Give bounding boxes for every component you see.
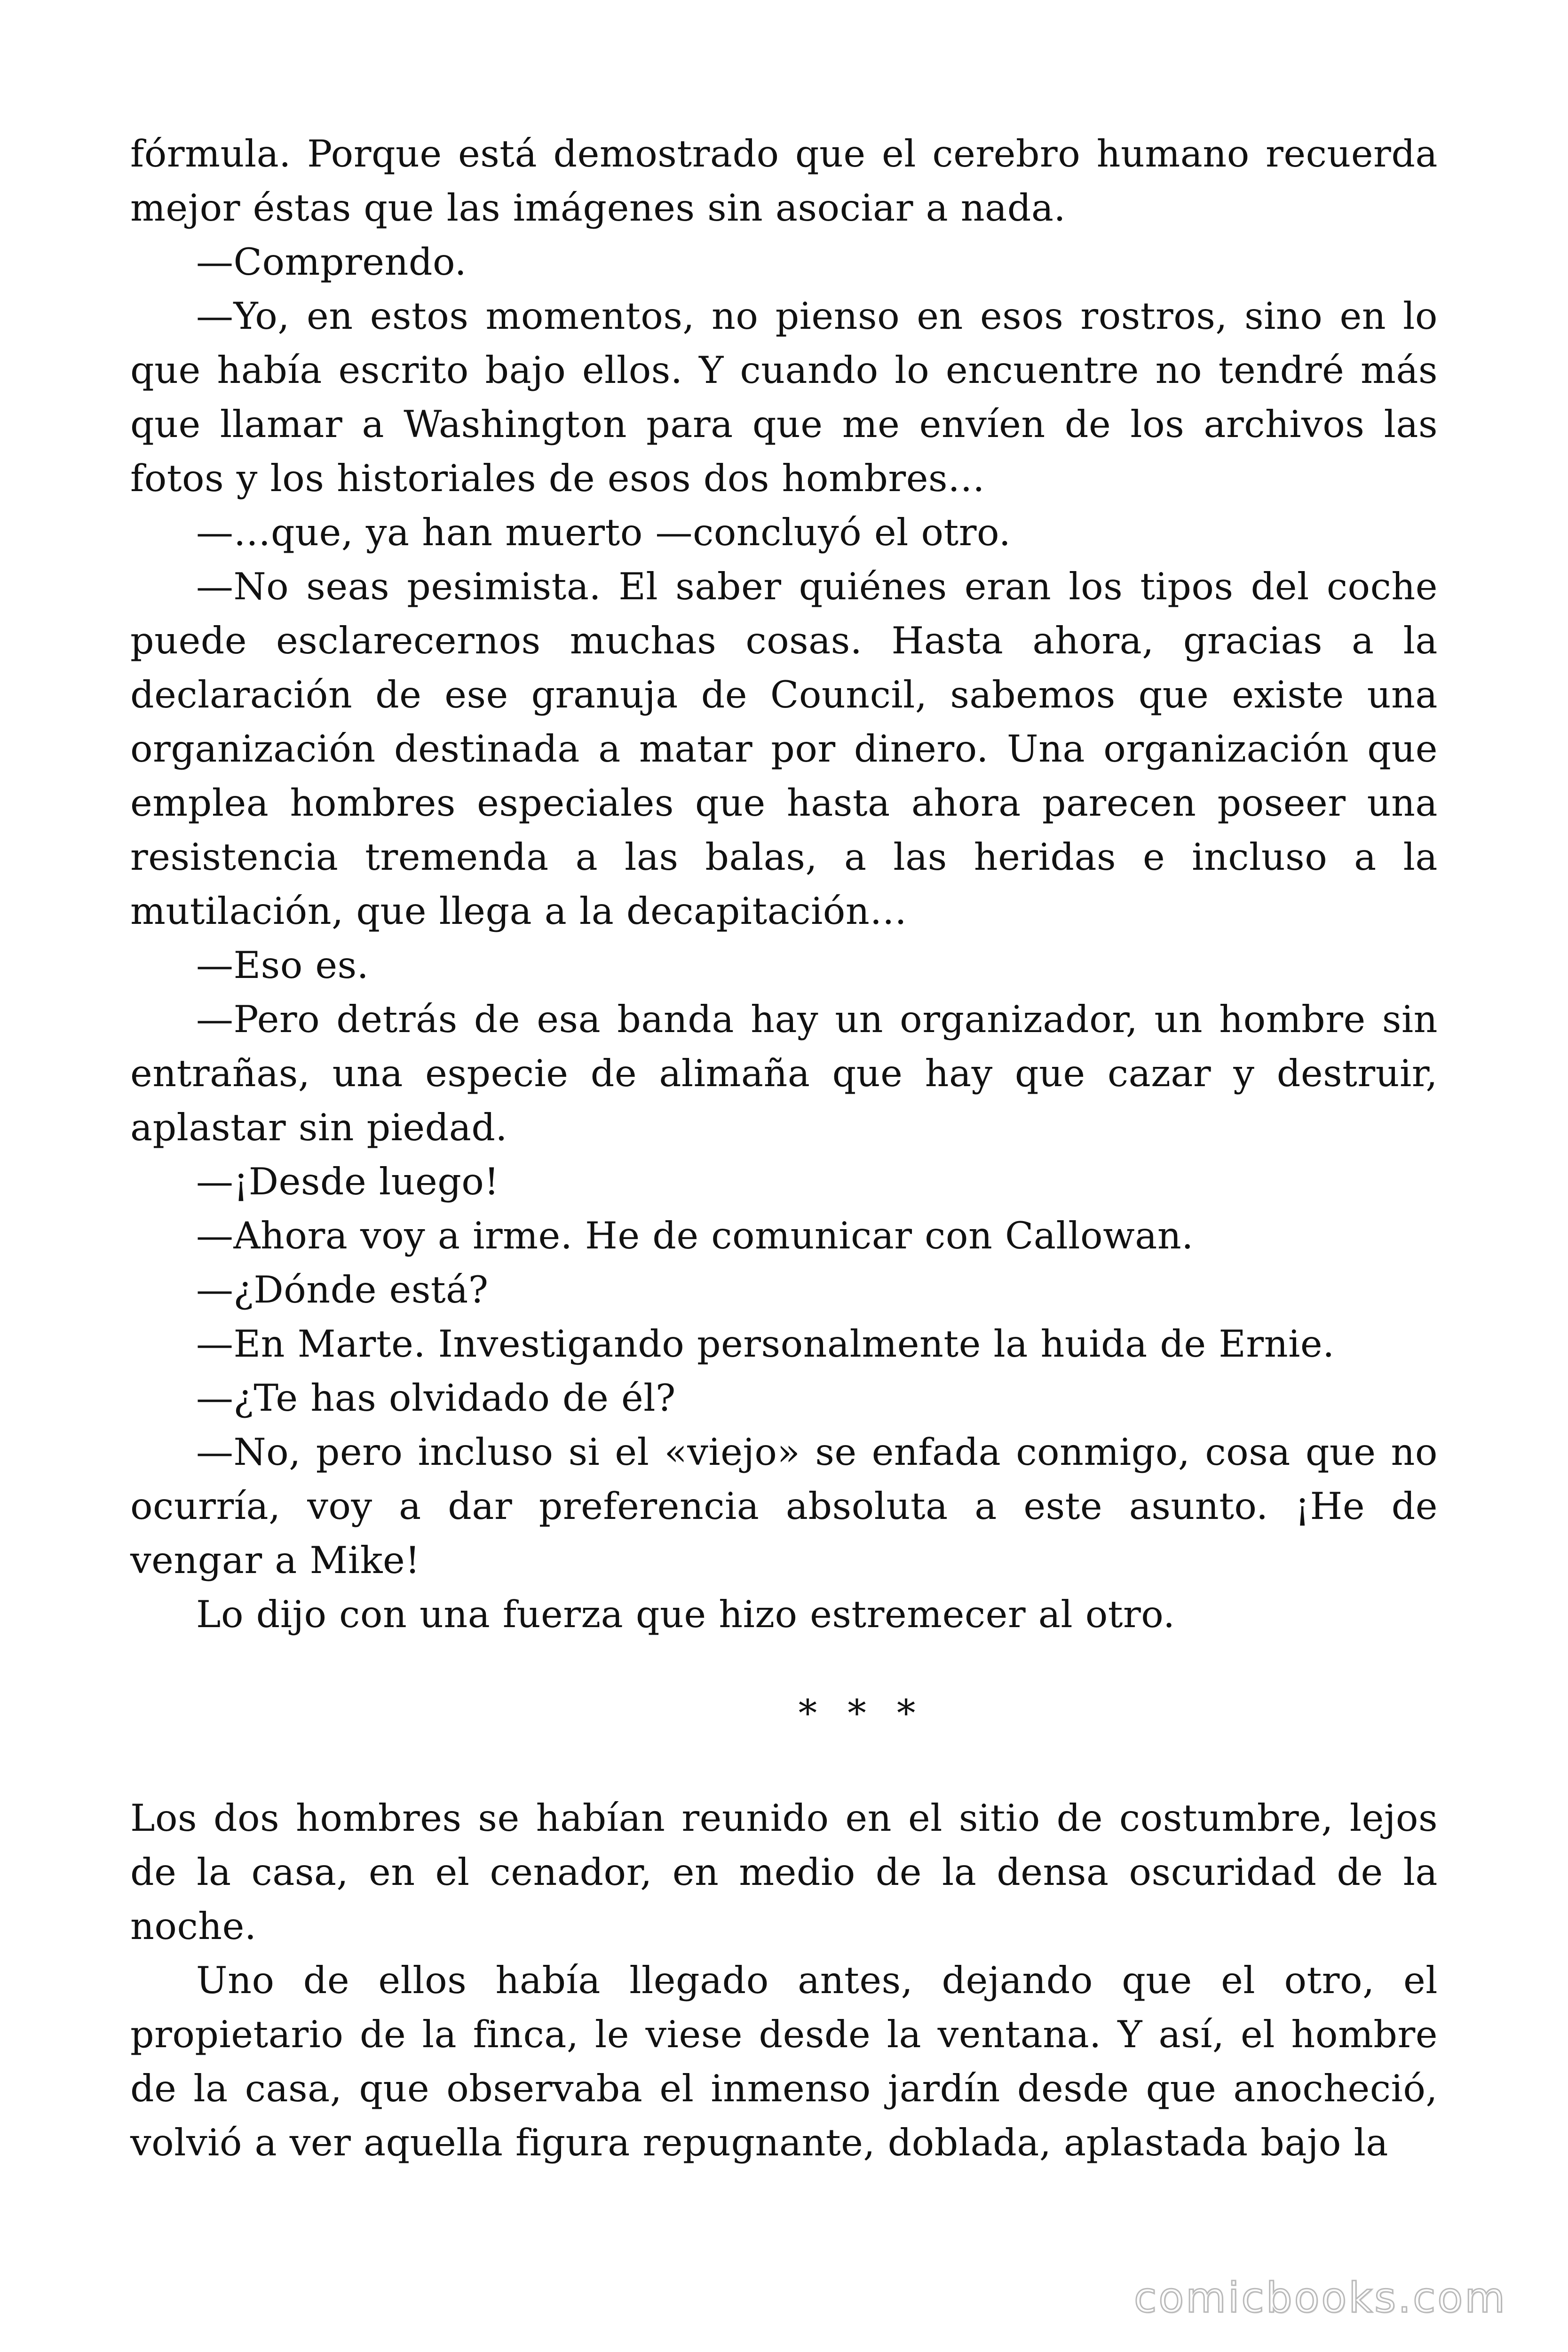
text-section-top xyxy=(130,127,1438,1642)
paragraph: —No seas pesimista. El saber quiénes eran los tipos del coche puede esclarecernos muchas cosas. Hasta ahora, gracias a la declaración de ese granuja de Council, sabemos que existe una organización destinada a matar por dinero. Una organización que emplea hombres especiales que hasta ahora parecen poseer una resistencia tremenda a las balas, a las heridas e incluso a la mutilación, que llega a la decapitación… xyxy=(130,565,1438,933)
paragraph: —Eso es. xyxy=(196,944,369,987)
text-section-bottom xyxy=(130,1791,1438,2170)
paragraph: —Yo, en estos momentos, no pienso en esos rostros, sino en lo que había escrito bajo ellos. Y cuando lo encuentre no tendré más que llamar a Washington para que me envíen de los archivos las fotos y los historiales de esos dos hombres… xyxy=(130,294,1438,500)
paragraph: —…que, ya han muerto —concluyó el otro. xyxy=(196,511,1011,554)
paragraph: —¿Dónde está? xyxy=(196,1268,489,1311)
paragraph: —Pero detrás de esa banda hay un organizador, un hombre sin entrañas, una especie de alimaña que hay que cazar y destruir, aplastar sin piedad. xyxy=(130,998,1438,1149)
paragraph: —Ahora voy a irme. He de comunicar con Callowan. xyxy=(196,1214,1194,1257)
paragraph: —¿Te has olvidado de él? xyxy=(196,1376,676,1420)
paragraph: Los dos hombres se habían reunido en el sitio de costumbre, lejos de la casa, en el cenador, en medio de la densa oscuridad de la noche. xyxy=(130,1796,1438,1948)
paragraph: Lo dijo con una fuerza que hizo estremecer al otro. xyxy=(196,1593,1175,1636)
paragraph: —En Marte. Investigando personalmente la huida de Ernie. xyxy=(196,1322,1335,1366)
scene-break: * * * xyxy=(798,1692,925,1735)
paragraph: —No, pero incluso si el «viejo» se enfada conmigo, cosa que no ocurría, voy a dar preferencia absoluta a este asunto. ¡He de vengar a Mike! xyxy=(130,1430,1438,1582)
paragraph: Uno de ellos había llegado antes, dejando que el otro, el propietario de la finca, le viese desde la ventana. Y así, el hombre de la casa, que observaba el inmenso jardín desde que anocheció, volvió a ver aquella figura repugnante, doblada, aplastada bajo la xyxy=(130,1959,1438,2164)
watermark: comicbooks.com xyxy=(1133,2273,1507,2322)
paragraph: —¡Desde luego! xyxy=(196,1160,499,1203)
paragraph: fórmula. Porque está demostrado que el cerebro humano recuerda mejor éstas que las imágenes sin asociar a nada. xyxy=(130,132,1438,230)
paragraph: —Comprendo. xyxy=(196,240,467,284)
